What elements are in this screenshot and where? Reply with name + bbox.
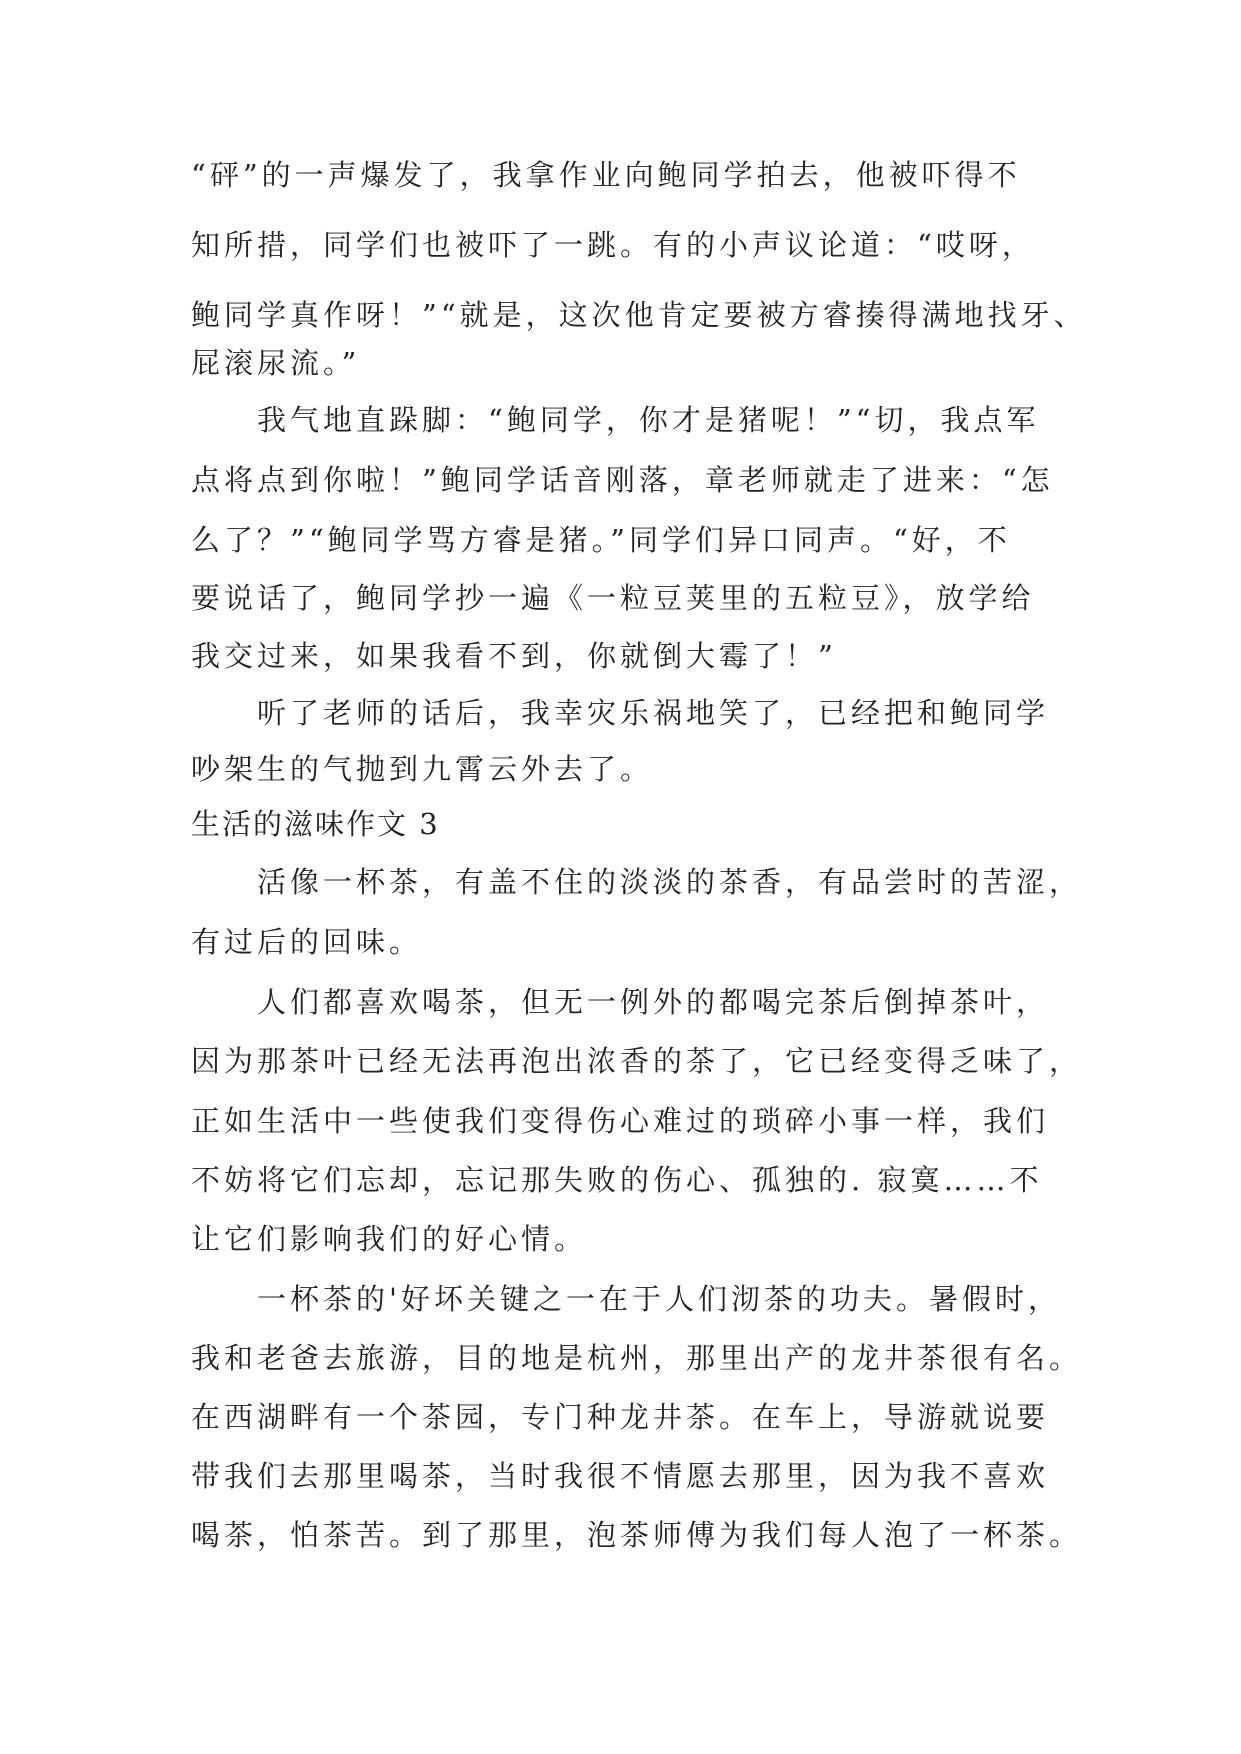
- text-line: 要说话了，鲍同学抄一遍《一粒豆荚里的五粒豆》，放学给: [191, 581, 1035, 615]
- text-line: 在西湖畔有一个茶园，专门种龙井茶。在车上，导游就说要: [191, 1400, 1050, 1434]
- text-line: 鲍同学真作呀！”“就是，这次他肯定要被方睿揍得满地找牙、: [191, 298, 1087, 332]
- text-line: 我交过来，如果我看不到，你就倒大霉了！”: [191, 639, 837, 673]
- text-line: 因为那茶叶已经无法再泡出浓香的茶了，它已经变得乏味了，: [191, 1044, 1083, 1078]
- paragraph-first-line: 人们都喜欢喝茶，但无一例外的都喝完茶后倒掉茶叶，: [257, 985, 1050, 1019]
- text-line: 正如生活中一些使我们变得伤心难过的琐碎小事一样，我们: [191, 1104, 1050, 1138]
- text-line: 有过后的回味。: [191, 925, 423, 959]
- paragraph-first-line: 一杯茶的'好坏关键之一在于人们沏茶的功夫。暑假时，: [257, 1282, 1061, 1316]
- text-line: 喝茶，怕茶苦。到了那里，泡茶师傅为我们每人泡了一杯茶。: [191, 1518, 1083, 1552]
- text-line: 点将点到你啦！”鲍同学话音刚落，章老师就走了进来：“怎: [191, 463, 1054, 497]
- text-line: 么了？”“鲍同学骂方睿是猪。”同学们异口同声。“好，不: [191, 523, 1011, 557]
- text-line: 我和老爸去旅游，目的地是杭州，那里出产的龙井茶很有名。: [191, 1341, 1083, 1375]
- text-line: 带我们去那里喝茶，当时我很不情愿去那里，因为我不喜欢: [191, 1459, 1050, 1493]
- paragraph-first-line: 我气地直跺脚：“鲍同学，你才是猪呢！”“切，我点军: [257, 403, 1040, 437]
- paragraph-first-line: 听了老师的话后，我幸灾乐祸地笑了，已经把和鲍同学: [257, 696, 1050, 730]
- paragraph-first-line: 活像一杯茶，有盖不住的淡淡的茶香，有品尝时的苦涩，: [257, 865, 1083, 899]
- text-line: 吵架生的气抛到九霄云外去了。: [191, 752, 654, 786]
- text-line: 屁滚尿流。”: [191, 346, 361, 380]
- text-line: 知所措，同学们也被吓了一跳。有的小声议论道：“哎呀，: [191, 228, 1035, 262]
- section-heading: 生活的滋味作文 3: [191, 807, 440, 841]
- text-line: “砰”的一声爆发了，我拿作业向鲍同学拍去，他被吓得不: [191, 158, 1021, 192]
- text-line: 不妨将它们忘却，忘记那失败的伤心、孤独的. 寂寞……不: [191, 1163, 1043, 1197]
- text-line: 让它们影响我们的好心情。: [191, 1222, 588, 1256]
